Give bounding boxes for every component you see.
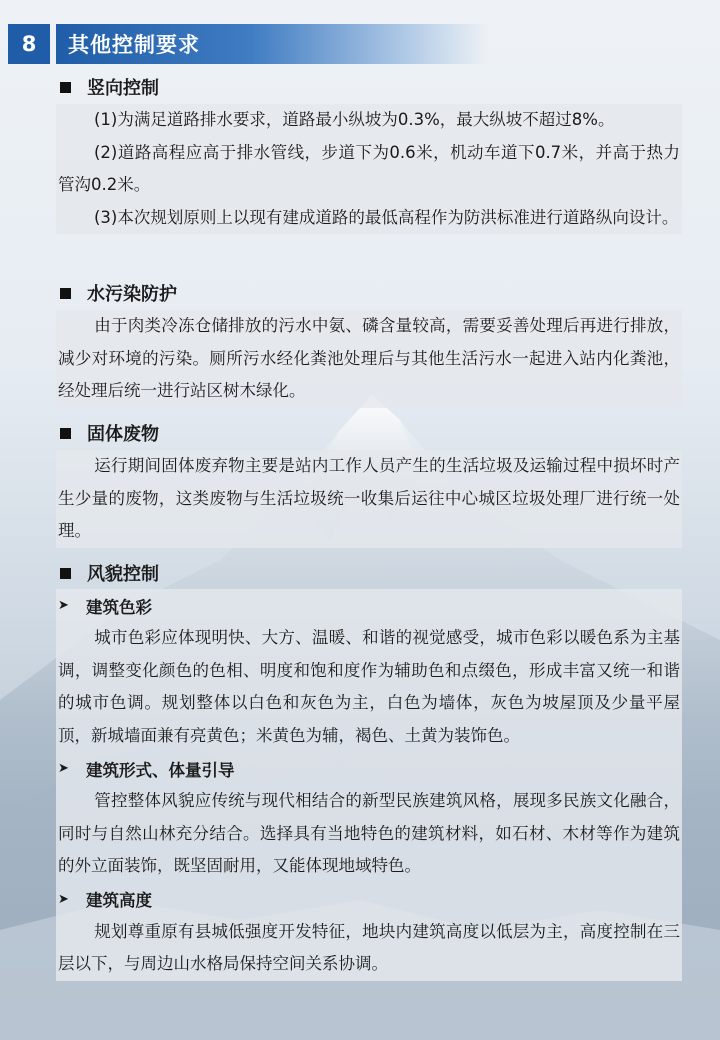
heading-vertical-control: 竖向控制 — [60, 74, 159, 100]
subheading-building-color: ➤ 建筑色彩 — [58, 597, 152, 617]
heading-water-pollution: 水污染防护 — [60, 280, 177, 306]
block-style-control — [56, 589, 682, 981]
paragraph: 规划尊重原有县城低强度开发特征，地块内建筑高度以低层为主，高度控制在三层以下，与周边山水格局保持空间关系协调。 — [58, 921, 680, 973]
section-header — [8, 24, 488, 64]
section-number: 8 — [8, 24, 50, 64]
section-title-bar — [56, 24, 488, 64]
paragraph: 由于肉类冷冻仓储排放的污水中氨、磷含量较高，需要妥善处理后再进行排放，减少对环境的污染。厕所污水经化粪池处理后与其他生活污水一起进入站内化粪池，经处理后统一进行站区树木绿化。 — [58, 316, 680, 400]
subheading-building-height: ➤ 建筑高度 — [58, 891, 152, 910]
square-bullet-icon — [60, 568, 71, 579]
square-bullet-icon — [60, 82, 71, 93]
square-bullet-icon — [60, 288, 71, 299]
paragraph: 管控整体风貌应传统与现代相结合的新型民族建筑风格，展现多民族文化融合，同时与自然山林充分结合。选择具有当地特色的建筑材料，如石材、木材等作为建筑的外立面装饰，既坚固耐用，又能体现地域特色。 — [58, 791, 680, 875]
block-vertical-control — [56, 104, 682, 234]
paragraph: (3)本次规划原则上以现有建成道路的最低高程作为防洪标准进行道路纵向设计。 — [94, 207, 679, 227]
section-title: 其他控制要求 — [68, 33, 200, 57]
paragraph: (2)道路高程应高于排水管线，步道下为0.6米，机动车道下0.7米，并高于热力管沟0.2米。 — [58, 142, 680, 194]
block-solid-waste — [56, 450, 682, 548]
arrow-bullet-icon: ➤ — [58, 891, 69, 907]
square-bullet-icon — [60, 428, 71, 439]
arrow-bullet-icon: ➤ — [58, 761, 69, 776]
paragraph: 城市色彩应体现明快、大方、温暖、和谐的视觉感受，城市色彩以暖色系为主基调，调整变化颜色的色相、明度和饱和度作为辅助色和点缀色，形成丰富又统一和谐的城市色调。规划整体以白色和灰色为主，白色为墙体，灰色为坡屋顶及少量平屋顶，新城墙面兼有亮黄色；米黄色为辅，褐色、土黄为装饰色。 — [58, 628, 680, 745]
block-water-pollution — [56, 310, 682, 408]
heading-solid-waste: 固体废物 — [60, 420, 159, 446]
heading-style-control: 风貌控制 — [60, 560, 159, 586]
subheading-building-form: ➤ 建筑形式、体量引导 — [58, 760, 235, 780]
paragraph: (1)为满足道路排水要求，道路最小纵坡为0.3%，最大纵坡不超过8%。 — [94, 110, 615, 129]
arrow-bullet-icon: ➤ — [58, 598, 69, 613]
paragraph: 运行期间固体废弃物主要是站内工作人员产生的生活垃圾及运输过程中损坏时产生少量的废物，这类废物与生活垃圾统一收集后运往中心城区垃圾处理厂进行统一处理。 — [58, 456, 680, 540]
